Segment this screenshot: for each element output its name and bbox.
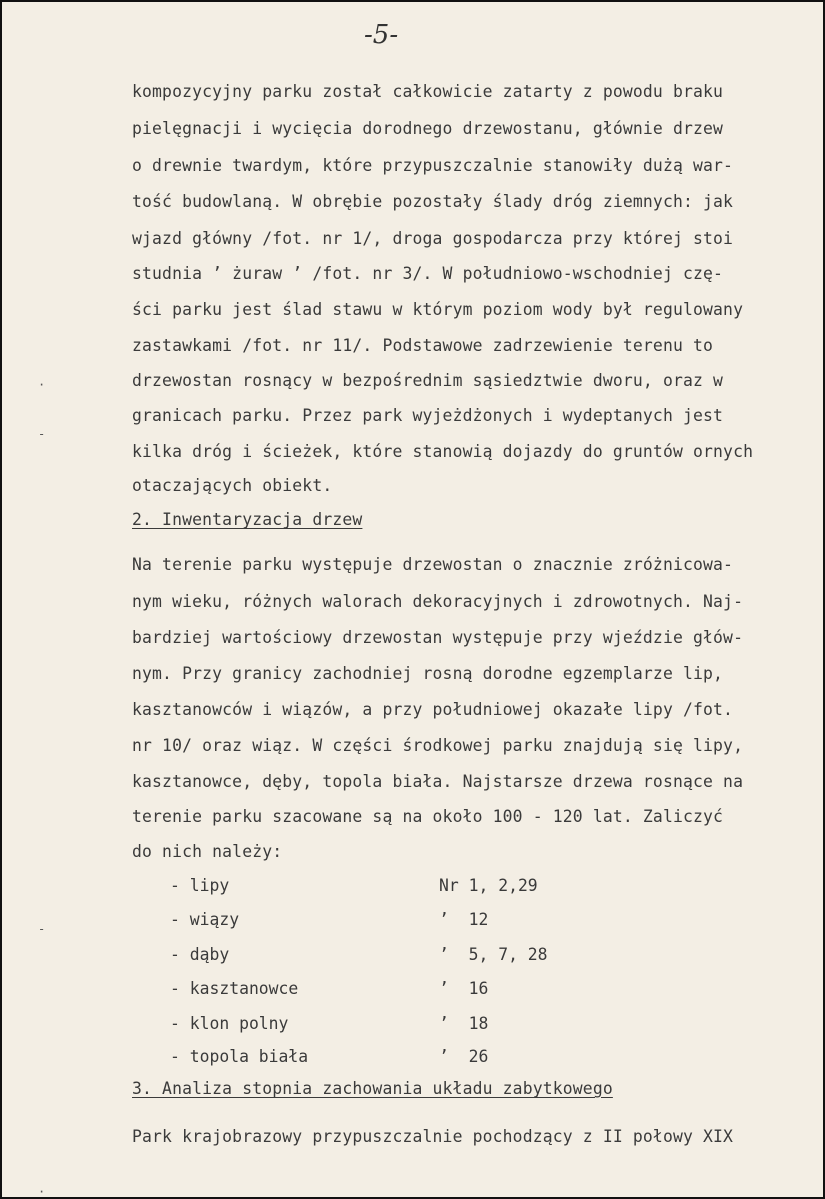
section-heading: 3. Analiza stopnia zachowania układu zabytkowego (132, 1079, 613, 1098)
list-item-name: - wiązy (170, 910, 240, 929)
list-item-name: - klon polny (170, 1014, 289, 1033)
text-line: drzewostan rosnący w bezpośrednim sąsiedztwie dworu, oraz w (132, 371, 724, 390)
text-line: kasztanowców i wiązów, a przy południowej okazałe lipy /fot. (132, 700, 734, 719)
text-line: Park krajobrazowy przypuszczalnie pochodzący z II połowy XIX (132, 1127, 734, 1146)
margin-mark-icon: - (38, 922, 46, 936)
list-item-name: - dąby (170, 945, 230, 964)
text-line: studnia ’ żuraw ’ /fot. nr 3/. W południowo-wschodniej czę- (132, 264, 724, 283)
margin-mark-icon: - (38, 427, 46, 441)
section-heading: 2. Inwentaryzacja drzew (132, 510, 363, 529)
text-line: kilka dróg i ścieżek, które stanowią dojazdy do gruntów ornych (132, 442, 754, 461)
text-line: tość budowlaną. W obrębie pozostały ślady dróg ziemnych: jak (132, 192, 734, 211)
text-line: pielęgnacji i wycięcia dorodnego drzewostanu, głównie drzew (132, 119, 724, 138)
text-line: kompozycyjny parku został całkowicie zatarty z powodu braku (132, 82, 724, 101)
list-item-numbers: ’ 16 (439, 979, 489, 998)
text-line: wjazd główny /fot. nr 1/, droga gospodarcza przy której stoi (132, 229, 734, 248)
list-item-numbers: ’ 5, 7, 28 (439, 945, 548, 964)
list-item-numbers: ’ 26 (439, 1047, 489, 1066)
list-item-numbers: Nr 1, 2,29 (439, 876, 538, 895)
list-item-name: - topola biała (170, 1047, 309, 1066)
text-line: terenie parku szacowane są na około 100 - 120 lat. Zaliczyć (132, 807, 724, 826)
text-line: granicach parku. Przez park wyjeżdżonych i wydeptanych jest (132, 406, 724, 425)
text-line: nym. Przy granicy zachodniej rosną dorodne egzemplarze lip, (132, 664, 724, 683)
list-item-numbers: ’ 12 (439, 910, 489, 929)
list-item-numbers: ’ 18 (439, 1014, 489, 1033)
list-item-name: - lipy (170, 876, 230, 895)
text-line: kasztanowce, dęby, topola biała. Najstarsze drzewa rosnące na (132, 772, 744, 791)
text-line: nr 10/ oraz wiąz. W części środkowej parku znajdują się lipy, (132, 736, 744, 755)
text-line: o drewnie twardym, które przypuszczalnie stanowiły dużą war- (132, 156, 734, 175)
text-line: ści parku jest ślad stawu w którym poziom wody był regulowany (132, 300, 744, 319)
text-line: Na terenie parku występuje drzewostan o znacznie zróżnicowa- (132, 555, 734, 574)
text-line: nym wieku, różnych walorach dekoracyjnych i zdrowotnych. Naj- (132, 592, 744, 611)
text-line: otaczających obiekt. (132, 476, 333, 495)
text-line: zastawkami /fot. nr 11/. Podstawowe zadrzewienie terenu to (132, 336, 714, 355)
text-line: do nich należy: (132, 842, 283, 861)
margin-mark-icon: · (38, 1185, 46, 1199)
list-item-name: - kasztanowce (170, 979, 299, 998)
margin-mark-icon: · (38, 378, 46, 392)
text-line: bardziej wartościowy drzewostan występuje przy wjeździe głów- (132, 628, 744, 647)
page-number: -5- (364, 20, 399, 50)
